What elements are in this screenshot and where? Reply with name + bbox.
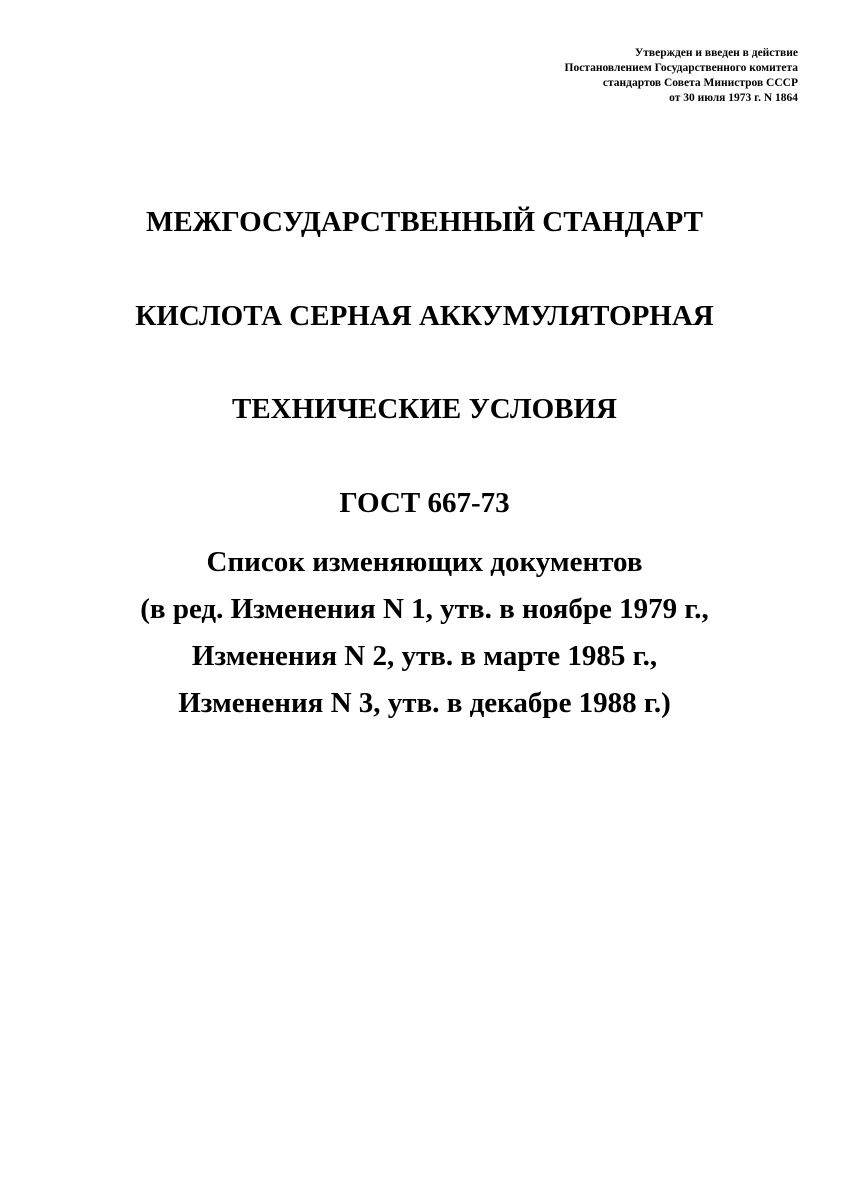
change-line: (в ред. Изменения N 1, утв. в ноябре 1979 г.,	[140, 593, 709, 625]
change-line: Изменения N 3, утв. в декабре 1988 г.)	[178, 687, 671, 719]
approval-block	[565, 46, 799, 106]
approval-line: от 30 июля 1973 г. N 1864	[669, 92, 798, 104]
approval-line: Утвержден и введен в действие	[634, 47, 798, 59]
gost-number: ГОСТ 667-73	[339, 487, 510, 519]
change-line: Изменения N 2, утв. в марте 1985 г.,	[191, 640, 658, 672]
changes-heading: Список изменяющих документов	[206, 546, 643, 578]
standard-type-title: МЕЖГОСУДАРСТВЕННЫЙ СТАНДАРТ	[146, 206, 703, 238]
document-kind-title: ТЕХНИЧЕСКИЕ УСЛОВИЯ	[231, 393, 617, 425]
approval-line: стандартов Совета Министров СССР	[602, 77, 798, 89]
product-title: КИСЛОТА СЕРНАЯ АККУМУЛЯТОРНАЯ	[135, 300, 714, 332]
changes-list	[0, 539, 849, 727]
approval-line: Постановлением Государственного комитета	[564, 62, 798, 74]
